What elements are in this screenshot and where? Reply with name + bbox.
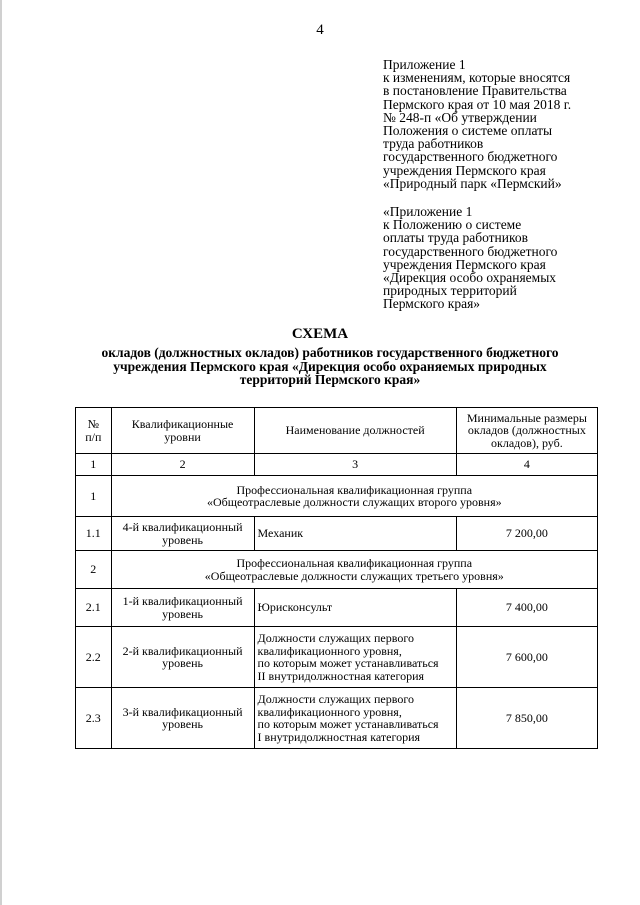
appendix-line: к изменениям, которые вносятся: [383, 70, 571, 86]
row-level: 2-й квалификационный уровень: [111, 627, 254, 688]
subtitle-line: учреждения Пермского края «Дирекция особо охраняемых природных: [113, 358, 547, 374]
row-number: 2.3: [76, 688, 112, 749]
row-level: 4-й квалификационный уровень: [111, 517, 254, 551]
row-positions: Должности служащих первого квалификационного уровня, по которым может устанавливаться II внутридолжностная категория: [254, 627, 456, 688]
appendix-line: к Положению о системе: [383, 217, 522, 233]
page-number: 4: [316, 22, 324, 38]
row-level: 3-й квалификационный уровень: [111, 688, 254, 749]
group-number: 1: [76, 476, 112, 517]
column-number: 1: [76, 454, 112, 476]
row-positions: Механик: [254, 517, 456, 551]
row-salary: 7 400,00: [456, 589, 597, 627]
salary-table: [75, 407, 598, 749]
appendix-line: учреждения Пермского края: [383, 256, 546, 272]
appendix-line: оплаты труда работников: [383, 230, 528, 246]
table-row: [76, 627, 598, 688]
appendix-reference: [383, 205, 613, 311]
scan-edge: [0, 0, 2, 905]
appendix-line: учреждения Пермского края: [383, 162, 546, 178]
appendix-line: труда работников: [383, 136, 484, 152]
group-title: Профессиональная квалификационная группа «Общеотраслевые должности служащих второго уровня»: [111, 476, 597, 517]
appendix-line: государственного бюджетного: [383, 243, 558, 259]
appendix-line: Пермского края»: [383, 296, 481, 312]
table-row: [76, 589, 598, 627]
group-number: 2: [76, 551, 112, 589]
appendix-line: «Приложение 1: [383, 204, 473, 219]
appendix-header: [383, 58, 613, 190]
group-title: Профессиональная квалификационная группа «Общеотраслевые должности служащих третьего уровня»: [111, 551, 597, 589]
row-number: 2.1: [76, 589, 112, 627]
table-header-row: [76, 408, 598, 454]
header-positions: Наименование должностей: [254, 408, 456, 454]
appendix-line: Положения о системе оплаты: [383, 123, 553, 139]
subtitle-line: территорий Пермского края»: [239, 372, 421, 387]
header-number: № п/п: [76, 408, 112, 454]
column-number: 3: [254, 454, 456, 476]
row-level: 1-й квалификационный уровень: [111, 589, 254, 627]
row-positions: Должности служащих первого квалификационного уровня, по которым может устанавливаться I внутридолжностная категория: [254, 688, 456, 749]
document-title: СХЕМА: [291, 326, 349, 342]
group-row: [76, 476, 598, 517]
group-row: [76, 551, 598, 589]
column-number: 2: [111, 454, 254, 476]
row-number: 1.1: [76, 517, 112, 551]
row-salary: 7 850,00: [456, 688, 597, 749]
row-number: 2.2: [76, 627, 112, 688]
appendix-line: Приложение 1: [383, 57, 466, 72]
row-salary: 7 600,00: [456, 627, 597, 688]
header-level: Квалификационные уровни: [111, 408, 254, 454]
header-salary: Минимальные размеры окладов (должностных окладов), руб.: [456, 408, 597, 454]
appendix-line: «Дирекция особо охраняемых: [383, 270, 557, 286]
row-salary: 7 200,00: [456, 517, 597, 551]
column-number: 4: [456, 454, 597, 476]
document-subtitle: [60, 346, 600, 387]
column-numbers-row: [76, 454, 598, 476]
appendix-line: № 248-п «Об утверждении: [383, 109, 537, 125]
appendix-line: в постановление Правительства: [383, 83, 567, 99]
row-positions: Юрисконсульт: [254, 589, 456, 627]
appendix-line: Пермского края от 10 мая 2018 г.: [383, 96, 572, 112]
table-row: [76, 688, 598, 749]
appendix-line: государственного бюджетного: [383, 149, 558, 165]
subtitle-line: окладов (должностных окладов) работников государственного бюджетного: [101, 345, 559, 360]
appendix-line: «Природный парк «Пермский»: [383, 175, 562, 191]
table-row: [76, 517, 598, 551]
appendix-line: природных территорий: [383, 283, 517, 299]
